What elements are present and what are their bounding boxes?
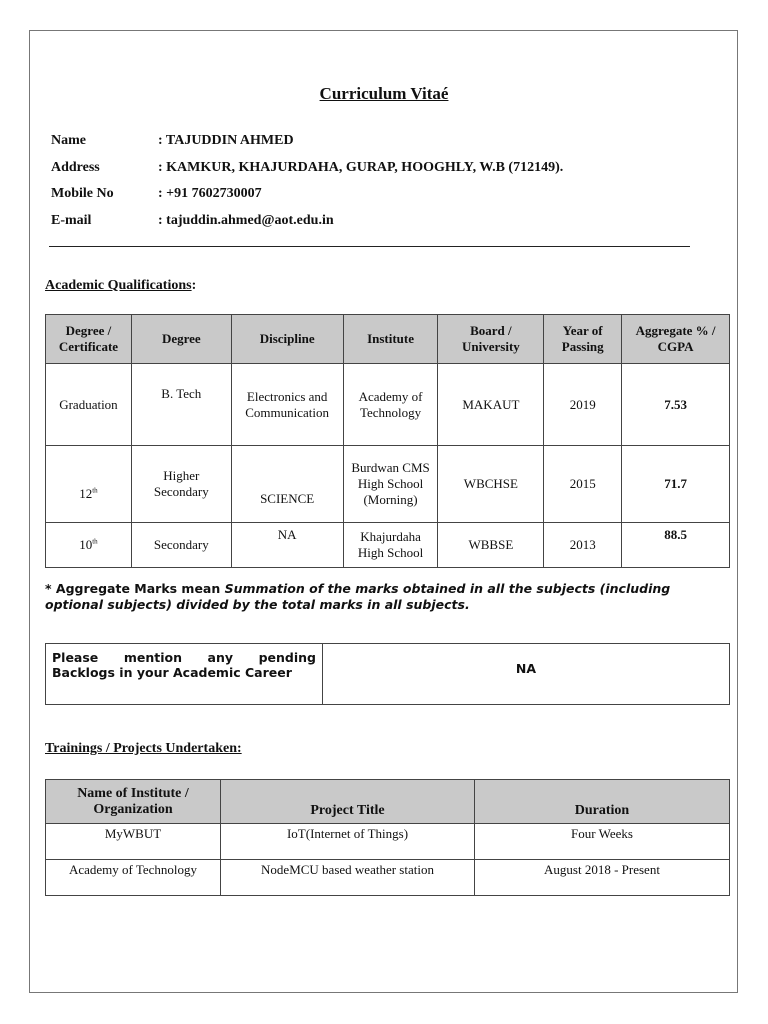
- name-value: : TAJUDDIN AHMED: [158, 133, 294, 148]
- table-row: [46, 523, 730, 568]
- cert-text: 10: [79, 537, 93, 552]
- cert-text: Graduation: [59, 396, 118, 412]
- cert-sup: th: [92, 537, 98, 546]
- address-label: Address: [51, 160, 100, 175]
- trainings-heading-text: Trainings / Projects Undertaken:: [45, 741, 242, 756]
- column-header: Year of Passing: [544, 315, 622, 364]
- board-cell: WBCHSE: [438, 446, 544, 523]
- cert-cell: [46, 523, 132, 568]
- cert-cell: [46, 364, 132, 446]
- duration-cell: Four Weeks: [475, 824, 730, 860]
- cert-sup: th: [92, 486, 98, 495]
- degree-cell: Secondary: [131, 523, 231, 568]
- degree-cell: Higher Secondary: [131, 446, 231, 523]
- table-header-row: [46, 315, 730, 364]
- name-label: Name: [51, 133, 86, 148]
- column-header: Name of Institute / Organization: [46, 780, 221, 824]
- academic-heading: [45, 278, 196, 294]
- table-row: [46, 824, 730, 860]
- institute-cell: Khajurdaha High School: [343, 523, 438, 568]
- institute-cell: MyWBUT: [46, 824, 221, 860]
- email-label: E-mail: [51, 213, 92, 228]
- table-row: [46, 446, 730, 523]
- cert-cell: [46, 446, 132, 523]
- discipline-cell: SCIENCE: [231, 446, 343, 523]
- degree-cell: B. Tech: [131, 364, 231, 446]
- backlog-row: [46, 644, 730, 705]
- mobile-value: : +91 7602730007: [158, 186, 262, 201]
- document-title: Curriculum Vitaé: [319, 84, 449, 103]
- column-header: Duration: [475, 780, 730, 824]
- backlog-answer: NA: [323, 644, 730, 705]
- address-value: : KAMKUR, KHAJURDAHA, GURAP, HOOGHLY, W.B (712149).: [158, 160, 564, 175]
- trainings-heading: [45, 741, 242, 757]
- institute-cell: Burdwan CMS High School (Morning): [343, 446, 438, 523]
- table-row: [46, 364, 730, 446]
- trainings-table: [45, 779, 730, 896]
- year-cell: 2013: [544, 523, 622, 568]
- column-header: Discipline: [231, 315, 343, 364]
- aggregate-cell: 88.5: [622, 523, 730, 568]
- table-header-row: [46, 780, 730, 824]
- year-cell: 2015: [544, 446, 622, 523]
- academic-heading-colon: :: [191, 278, 197, 293]
- backlog-question: Please mention any pending Backlogs in your Academic Career: [46, 644, 323, 705]
- academic-heading-text: Academic Qualifications: [45, 278, 192, 293]
- column-header: Institute: [343, 315, 438, 364]
- note-italic: Summation of the marks obtained in all the subjects (including optional subjects) divided by the total marks in all subjects.: [45, 581, 671, 612]
- column-header: Degree / Certificate: [46, 315, 132, 364]
- institute-cell: Academy of Technology: [343, 364, 438, 446]
- aggregate-cell: 7.53: [622, 364, 730, 446]
- board-cell: MAKAUT: [438, 364, 544, 446]
- table-row: [46, 860, 730, 896]
- discipline-cell: NA: [231, 523, 343, 568]
- email-value: : tajuddin.ahmed@aot.edu.in: [158, 213, 334, 228]
- duration-cell: August 2018 - Present: [475, 860, 730, 896]
- institute-cell: Academy of Technology: [46, 860, 221, 896]
- project-title-cell: IoT(Internet of Things): [221, 824, 475, 860]
- backlog-table: [45, 643, 730, 705]
- column-header: Project Title: [221, 780, 475, 824]
- column-header: Board / University: [438, 315, 544, 364]
- board-cell: WBBSE: [438, 523, 544, 568]
- year-cell: 2019: [544, 364, 622, 446]
- aggregate-cell: 71.7: [622, 446, 730, 523]
- mobile-label: Mobile No: [51, 186, 114, 201]
- project-title-cell: NodeMCU based weather station: [221, 860, 475, 896]
- note-prefix: * Aggregate Marks mean: [45, 581, 225, 596]
- academic-table: [45, 314, 730, 568]
- cert-text: 12: [79, 486, 93, 501]
- column-header: Degree: [131, 315, 231, 364]
- column-header: Aggregate % / CGPA: [622, 315, 730, 364]
- discipline-cell: Electronics and Communication: [231, 364, 343, 446]
- divider: [49, 246, 690, 247]
- aggregate-note: [45, 581, 730, 613]
